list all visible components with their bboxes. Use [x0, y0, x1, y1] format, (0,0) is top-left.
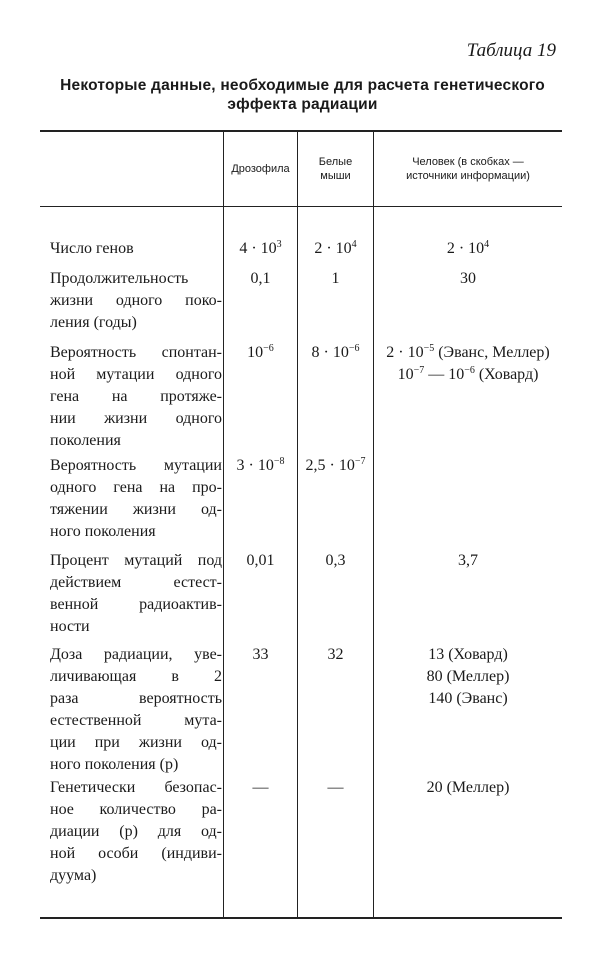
cell-line — [374, 688, 562, 710]
data-table — [40, 130, 562, 919]
row-label — [50, 550, 222, 638]
value-text: 2 · 10 — [314, 240, 352, 257]
row-label-line: ности — [50, 618, 90, 635]
row-label-line: нии жизни одного — [50, 410, 222, 427]
row-label-line: Доза радиации, уве- — [50, 646, 222, 663]
cell-line — [298, 238, 373, 260]
value-text: 0,1 — [250, 270, 271, 287]
cell-human — [374, 268, 562, 290]
value-text: 2,5 · 10 — [305, 457, 355, 474]
row-label-line: ции при жизни од- — [50, 734, 222, 751]
value-text: 0,01 — [246, 552, 275, 569]
header-drosophila: Дрозофила — [231, 163, 290, 175]
exponent: −7 — [413, 365, 425, 376]
cell-line — [298, 777, 373, 799]
value-text: 140 (Эванс) — [428, 690, 508, 707]
row-label-line: ной мутации одного — [50, 366, 222, 383]
value-text: 4 · 10 — [239, 240, 277, 257]
cell-human — [374, 238, 562, 260]
row-label — [50, 268, 222, 334]
header-human: Человек (в скобках — источники информации) — [406, 156, 530, 182]
value-text: 3 · 10 — [236, 457, 274, 474]
value-text: 33 — [252, 646, 269, 663]
exponent: 4 — [484, 239, 490, 250]
cell-line — [374, 644, 562, 666]
value-text: 0,3 — [325, 552, 346, 569]
row-label-line: раза вероятность — [50, 690, 222, 707]
exponent: −5 — [423, 343, 435, 354]
cell-line — [374, 238, 562, 260]
value-text: 3,7 — [458, 552, 478, 569]
cell-drosophila — [224, 268, 297, 290]
cell-line — [224, 238, 297, 260]
value-text: 10 — [247, 344, 264, 361]
value-text: 80 (Меллер) — [426, 668, 510, 685]
row-label-line: ного поколения (р) — [50, 756, 179, 773]
cell-mice — [298, 342, 373, 364]
cell-mice — [298, 268, 373, 290]
exponent: −6 — [464, 365, 475, 376]
value-text: (Ховард) — [474, 366, 539, 383]
cell-drosophila — [224, 455, 297, 477]
row-label-line: ной особи (индиви- — [50, 845, 222, 862]
cell-line — [298, 268, 373, 290]
row-label-line: личивающая в 2 — [50, 668, 222, 685]
cell-line — [224, 777, 297, 799]
row-label-line: одного гена на про- — [50, 479, 222, 496]
table-title: Некоторые данные, необходимые для расчета генетического эффекта радиации — [60, 77, 545, 113]
row-label-line: Процент мутаций под — [50, 552, 222, 569]
row-label-line: ного поколения — [50, 523, 156, 540]
cell-line — [224, 550, 297, 572]
cell-mice — [298, 644, 373, 666]
exponent: 3 — [276, 239, 282, 250]
exponent: −8 — [273, 456, 285, 467]
row-label-line: тяжении жизни од- — [50, 501, 222, 518]
row-label-line: действием естест- — [50, 574, 222, 591]
row-label-line: поколения — [50, 432, 121, 449]
cell-line — [224, 342, 297, 364]
row-label — [50, 777, 222, 887]
cell-line — [374, 666, 562, 688]
row-label-line: ное количество ра- — [50, 801, 222, 818]
cell-human — [374, 342, 562, 386]
cell-human — [374, 644, 562, 710]
value-text: — 10 — [424, 366, 465, 383]
cell-mice — [298, 238, 373, 260]
row-label — [50, 644, 222, 776]
value-text: — — [327, 779, 344, 796]
row-label-line: жизни одного поко- — [50, 292, 222, 309]
cell-human — [374, 550, 562, 572]
cell-mice — [298, 777, 373, 799]
value-text: 20 (Меллер) — [426, 779, 510, 796]
value-text: — — [252, 779, 269, 796]
cell-line — [374, 364, 562, 386]
row-label-line: Вероятность спонтан- — [50, 344, 222, 361]
row-label-line: Продолжительность — [50, 270, 189, 287]
exponent: −6 — [348, 343, 360, 354]
header-mice: Белые мыши — [318, 156, 353, 182]
value-text: 2 · 10 — [446, 240, 485, 257]
cell-line — [374, 550, 562, 572]
value-text: 30 — [460, 270, 476, 287]
cell-line — [298, 455, 373, 477]
row-label-line: Вероятность мутации — [50, 457, 222, 474]
row-label-line: Генетически безопас- — [50, 779, 222, 796]
table-number: Таблица 19 — [466, 40, 556, 61]
cell-line — [298, 342, 373, 364]
exponent: 4 — [351, 239, 357, 250]
value-text: 32 — [327, 646, 344, 663]
cell-drosophila — [224, 550, 297, 572]
row-label-line: диации (р) для од- — [50, 823, 222, 840]
cell-line — [298, 644, 373, 666]
cell-line — [374, 268, 562, 290]
cell-drosophila — [224, 777, 297, 799]
cell-drosophila — [224, 238, 297, 260]
row-label-line: венной радиоактив- — [50, 596, 222, 613]
row-label-line: гена на протяже- — [50, 388, 222, 405]
row-label-line: дуума) — [50, 867, 97, 884]
cell-line — [374, 777, 562, 799]
value-text: (Эванс, Меллер) — [434, 344, 550, 361]
value-text: 2 · 10 — [386, 344, 424, 361]
value-text: 13 (Ховард) — [428, 646, 508, 663]
cell-mice — [298, 550, 373, 572]
row-label — [50, 238, 222, 260]
cell-line — [224, 455, 297, 477]
row-label — [50, 455, 222, 543]
value-text: 10 — [397, 366, 414, 383]
cell-drosophila — [224, 644, 297, 666]
cell-human — [374, 777, 562, 799]
cell-line — [224, 268, 297, 290]
exponent: −6 — [263, 343, 274, 354]
row-label-line: естественной мута- — [50, 712, 222, 729]
header-divider — [40, 206, 562, 207]
cell-line — [298, 550, 373, 572]
value-text: 8 · 10 — [311, 344, 349, 361]
value-text: 1 — [331, 270, 340, 287]
cell-line — [374, 342, 562, 364]
exponent: −7 — [354, 456, 366, 467]
row-label-line: Число генов — [50, 240, 134, 257]
cell-drosophila — [224, 342, 297, 364]
row-label — [50, 342, 222, 452]
cell-mice — [298, 455, 373, 477]
row-label-line: ления (годы) — [50, 314, 137, 331]
cell-line — [224, 644, 297, 666]
